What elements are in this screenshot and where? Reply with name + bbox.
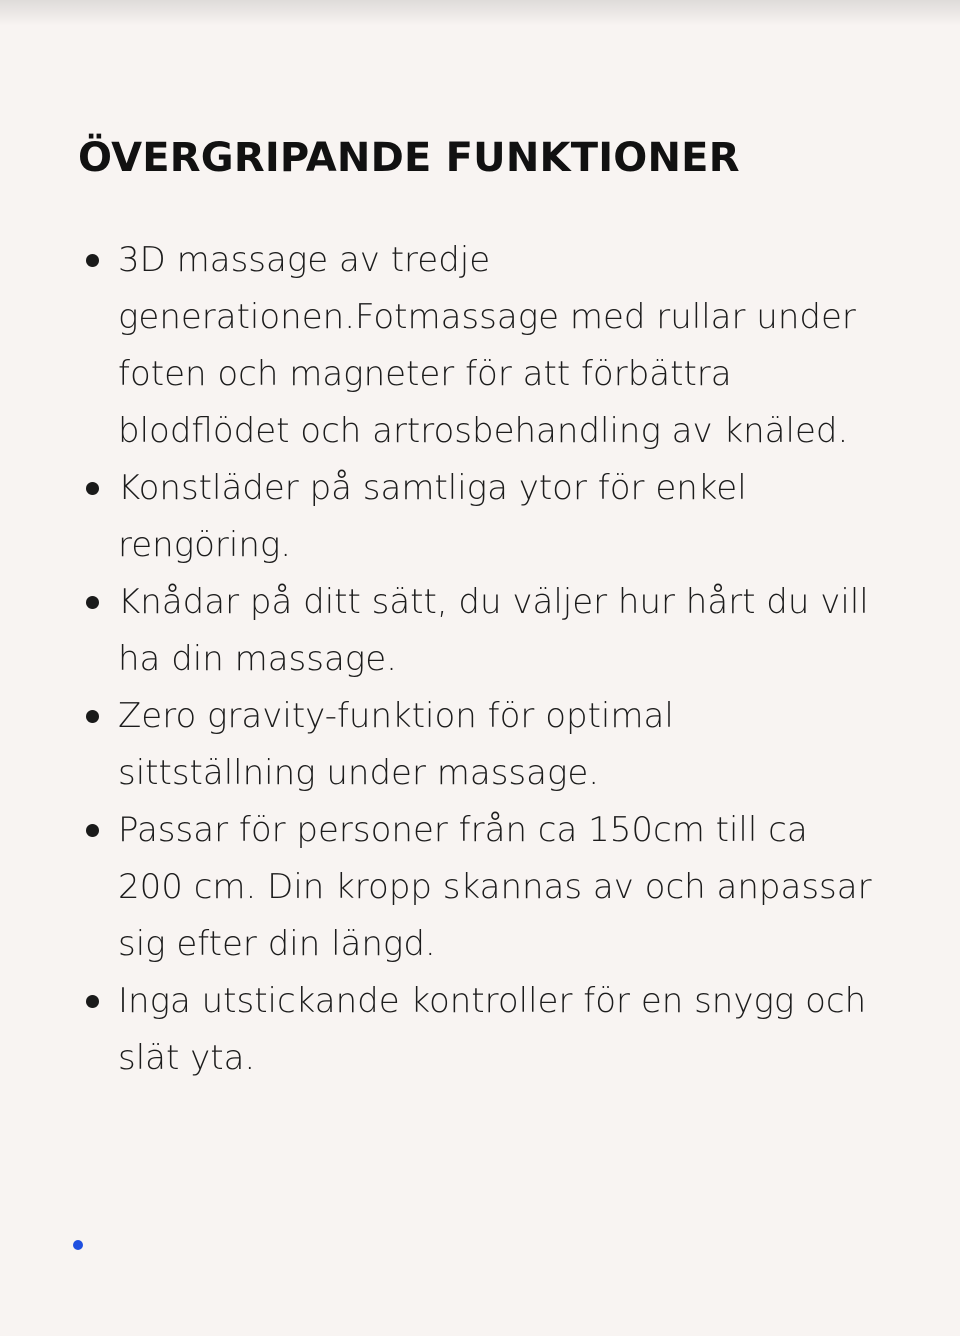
- feature-text: 3D massage av tredje generationen.Fotmassage med rullar under foten och magneter för att förbättra blodflödet och artrosbehandling av knäled.: [118, 240, 856, 451]
- feature-text: Konstläder på samtliga ytor för enkel rengöring.: [118, 468, 747, 565]
- feature-text: Passar för personer från ca 150cm till ca 200 cm. Din kropp skannas av och anpassar sig efter din längd.: [118, 810, 872, 964]
- feature-text: Knådar på ditt sätt, du väljer hur hårt du vill ha din massage.: [118, 582, 869, 679]
- feature-list: [118, 232, 878, 1087]
- list-item: [118, 460, 878, 574]
- bullet-icon: [86, 254, 99, 267]
- carousel-dot-indicator[interactable]: [73, 1240, 83, 1250]
- bullet-icon: [86, 710, 99, 723]
- list-item: [118, 802, 878, 973]
- bullet-icon: [86, 824, 99, 837]
- bullet-icon: [86, 596, 99, 609]
- section-heading: ÖVERGRIPANDE FUNKTIONER: [78, 135, 740, 181]
- feature-text: Zero gravity-funktion för optimal sittställning under massage.: [118, 696, 674, 793]
- list-item: [118, 688, 878, 802]
- top-bar-shadow: [0, 0, 960, 26]
- bullet-icon: [86, 995, 99, 1008]
- list-item: [118, 574, 878, 688]
- bullet-icon: [86, 482, 99, 495]
- list-item: [118, 232, 878, 460]
- list-item: [118, 973, 878, 1087]
- feature-text: Inga utstickande kontroller för en snygg och slät yta.: [118, 981, 867, 1078]
